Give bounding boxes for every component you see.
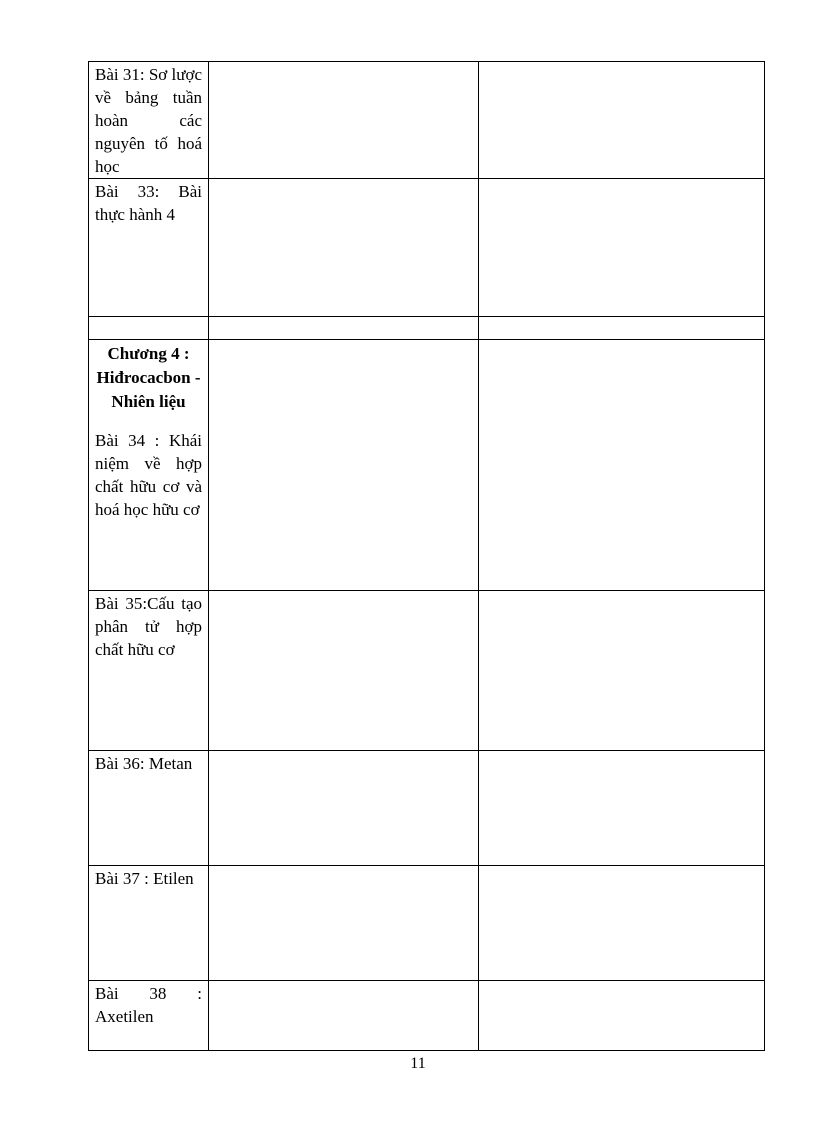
content-cell — [209, 340, 479, 591]
lesson-cell — [89, 179, 209, 317]
notes-cell — [479, 62, 765, 179]
notes-text — [479, 62, 764, 63]
content-text — [209, 62, 478, 63]
content-cell — [209, 591, 479, 751]
lesson-title: Bài 31: Sơ lược về bảng tuần hoàn các nguyên tố hoá học — [95, 65, 202, 176]
content-text — [209, 340, 478, 341]
lesson-title: Bài 36: Metan — [95, 754, 193, 773]
content-cell — [209, 179, 479, 317]
lesson-cell — [89, 981, 209, 1051]
lesson-cell — [89, 340, 209, 591]
content-text — [209, 981, 478, 982]
lesson-title: Bài 35:Cấu tạo phân tử hợp chất hữu cơ — [95, 594, 202, 659]
content-text — [209, 591, 478, 592]
notes-text — [479, 591, 764, 592]
notes-cell — [479, 981, 765, 1051]
content-cell — [209, 981, 479, 1051]
notes-text — [479, 866, 764, 867]
table-row — [89, 981, 765, 1051]
table-row — [89, 751, 765, 866]
content-cell — [209, 317, 479, 340]
lesson-title: Bài 38 : Axetilen — [95, 984, 202, 1026]
content-text — [209, 179, 478, 180]
lesson-title: Bài 33: Bài thực hành 4 — [95, 182, 202, 224]
notes-cell — [479, 317, 765, 340]
content-cell — [209, 751, 479, 866]
lesson-title: Bài 34 : Khái niệm về hợp chất hữu cơ và hoá học hữu cơ — [95, 431, 202, 519]
lesson-plan-table — [88, 61, 765, 1051]
notes-cell — [479, 591, 765, 751]
notes-text — [479, 179, 764, 180]
notes-cell — [479, 751, 765, 866]
content-text — [209, 751, 478, 752]
table-row — [89, 62, 765, 179]
lesson-cell — [89, 866, 209, 981]
table-row — [89, 317, 765, 340]
lesson-cell — [89, 751, 209, 866]
table-row — [89, 179, 765, 317]
table-row — [89, 591, 765, 751]
notes-text — [479, 981, 764, 982]
notes-cell — [479, 866, 765, 981]
page-number: 11 — [410, 1055, 426, 1072]
content-text — [209, 866, 478, 867]
notes-text — [479, 751, 764, 752]
chapter-title: Chương 4 : Hiđrocacbon - Nhiên liệu — [96, 344, 201, 411]
table-row — [89, 866, 765, 981]
lesson-cell — [89, 591, 209, 751]
table-row — [89, 340, 765, 591]
notes-text — [479, 317, 764, 318]
content-text — [209, 317, 478, 318]
content-cell — [209, 866, 479, 981]
notes-cell — [479, 340, 765, 591]
notes-cell — [479, 179, 765, 317]
lesson-cell — [89, 317, 209, 340]
content-cell — [209, 62, 479, 179]
lesson-cell — [89, 62, 209, 179]
lesson-title — [89, 317, 208, 318]
lesson-title: Bài 37 : Etilen — [95, 869, 194, 888]
notes-text — [479, 340, 764, 341]
